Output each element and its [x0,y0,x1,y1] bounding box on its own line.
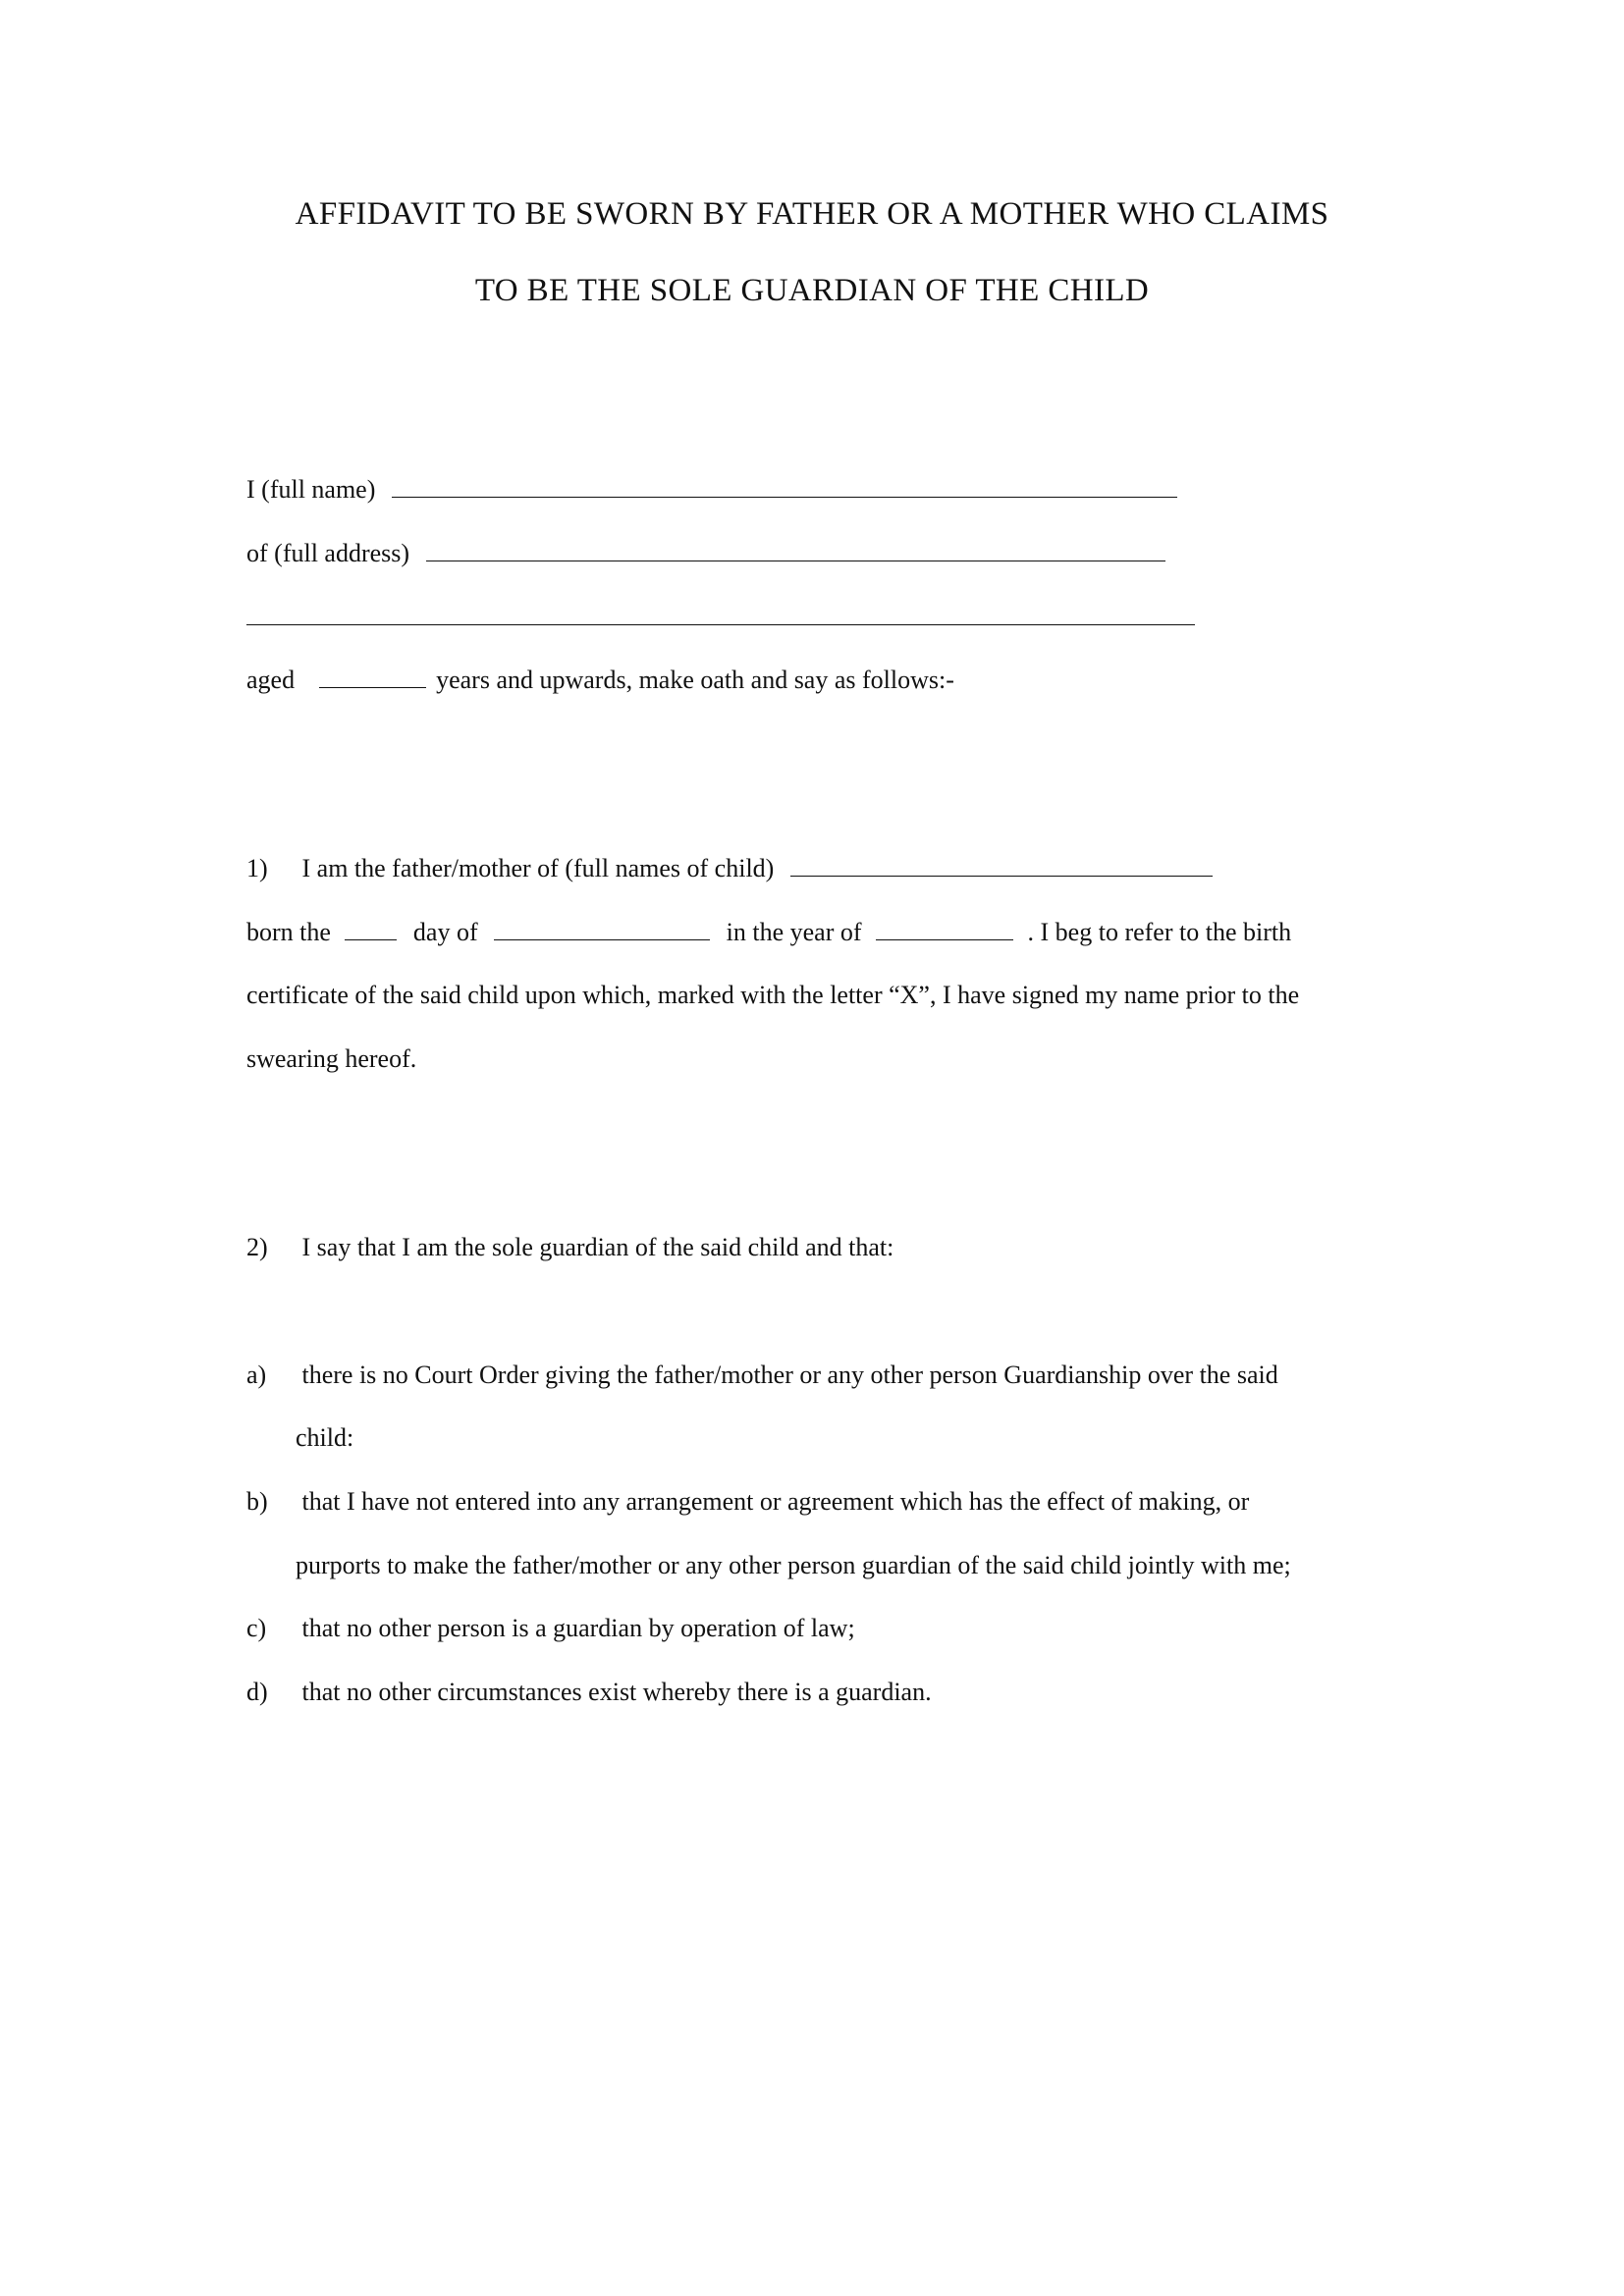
para2-line [246,1235,893,1260]
para1-line3: certificate of the said child upon which, marked with the letter “X”, I have signed my name prior to the [246,981,1300,1009]
item-c-line [246,1616,855,1641]
item-b-line2: purports to make the father/mother or any other person guardian of the said child jointly with me; [296,1551,1291,1579]
title-line-1: AFFIDAVIT TO BE SWORN BY FATHER OR A MOTHER WHO CLAIMS [295,196,1329,232]
full-address-field[interactable] [426,541,1165,561]
item-c-text: that no other person is a guardian by operation of law; [301,1614,855,1642]
item-b-label: b) [246,1487,268,1516]
para2-number: 2) [246,1233,268,1261]
full-name-row [246,477,1177,503]
item-b-line1 [246,1489,1249,1515]
address-continuation-field[interactable] [246,605,1195,625]
item-a-label: a) [246,1361,267,1389]
item-c-label: c) [246,1614,267,1642]
para1-number: 1) [246,854,268,882]
full-name-label: I (full name) [246,475,376,504]
para1-line4: swearing hereof. [246,1044,417,1073]
born-the-label: born the [246,918,331,946]
para1-line2 [246,920,1291,945]
beg-refer-text: . I beg to refer to the birth [1027,918,1292,946]
birth-month-field[interactable] [494,920,710,940]
item-a-line2: child: [296,1423,354,1452]
item-a-line1 [246,1362,1278,1388]
full-name-field[interactable] [392,477,1177,498]
aged-suffix: years and upwards, make oath and say as follows:- [436,666,954,694]
birth-year-field[interactable] [876,920,1013,940]
child-name-field[interactable] [790,856,1213,877]
item-b-text: that I have not entered into any arrangement or agreement which has the effect of making, or [301,1487,1250,1516]
title-line-2: TO BE THE SOLE GUARDIAN OF THE CHILD [474,273,1150,308]
para2-text: I say that I am the sole guardian of the said child and that: [301,1233,894,1261]
aged-label: aged [246,666,296,694]
item-d-text: that no other circumstances exist whereby there is a guardian. [301,1678,932,1706]
full-address-row [246,541,1165,566]
item-d-label: d) [246,1678,268,1706]
age-field[interactable] [319,667,426,688]
birth-day-field[interactable] [345,920,397,940]
para1-line1 [246,856,1213,881]
full-address-label: of (full address) [246,539,410,567]
item-a-text: there is no Court Order giving the father/mother or any other person Guardianship over the said [301,1361,1278,1389]
item-d-line [246,1680,932,1705]
address-continuation-row [246,605,1195,630]
in-the-year-of-label: in the year of [726,918,862,946]
aged-row [246,667,954,693]
para1-text: I am the father/mother of (full names of child) [301,854,775,882]
day-of-label: day of [412,918,478,946]
